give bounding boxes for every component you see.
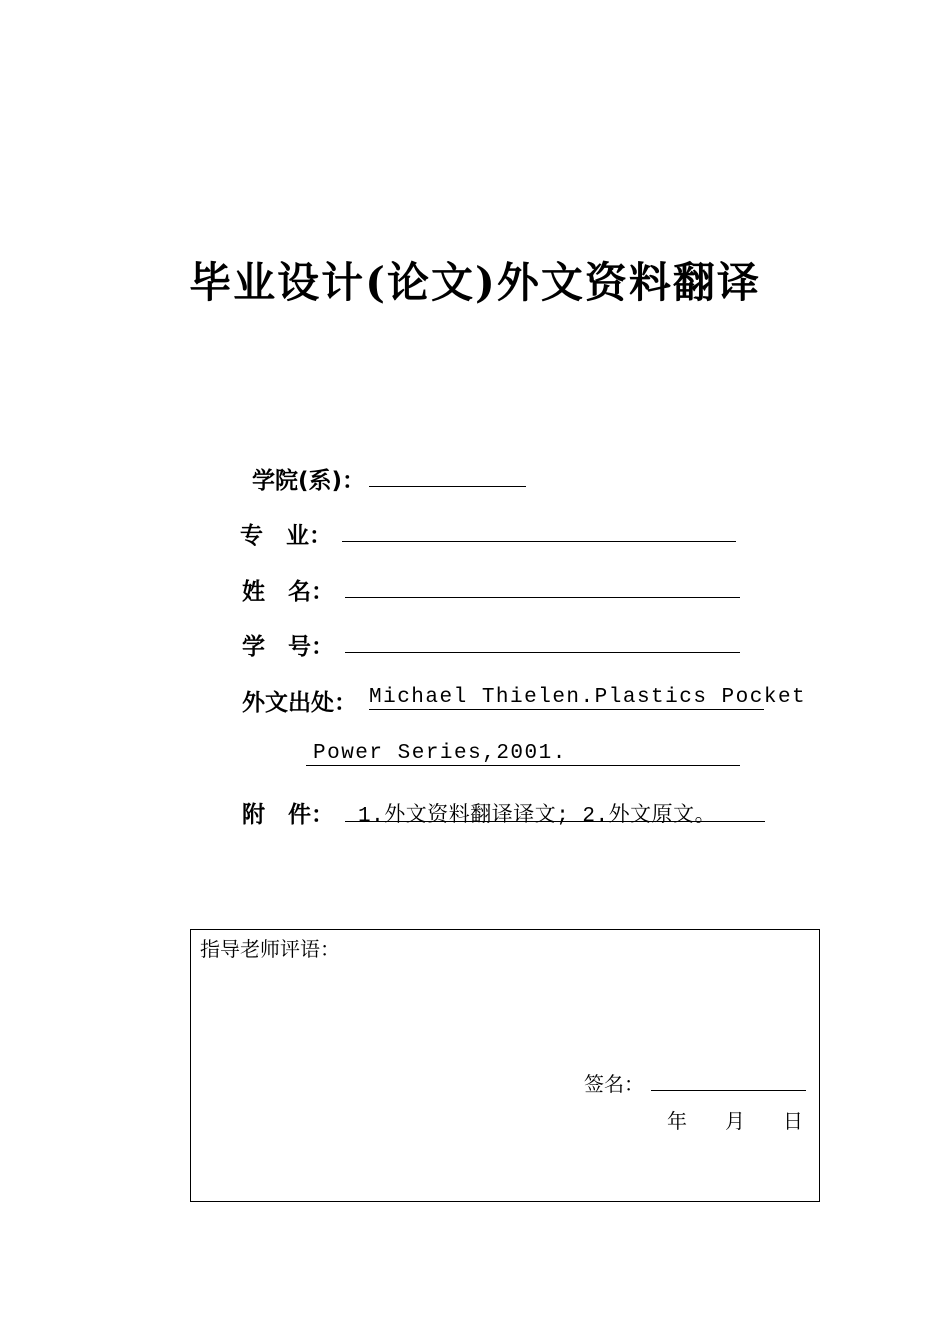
college-input-line[interactable] [369, 486, 526, 487]
college-label: 学院(系)： [252, 468, 366, 494]
attachment-value: 1.外文资料翻译译文; 2.外文原文。 [358, 805, 717, 828]
source-underline-1 [369, 709, 764, 710]
day-label: 日 [783, 1109, 803, 1133]
comment-heading: 指导老师评语： [200, 937, 340, 961]
month-label: 月 [725, 1109, 745, 1133]
source-label: 外文出处： [242, 690, 357, 716]
signature-label: 签名： [584, 1072, 644, 1096]
major-label: 专 业： [240, 523, 332, 549]
student-id-input-line[interactable] [345, 652, 740, 653]
attachment-label: 附 件： [242, 802, 334, 828]
source-value-line1: Michael Thielen.Plastics Pocket [369, 686, 807, 709]
major-input-line[interactable] [342, 541, 736, 542]
document-title: 毕业设计(论文)外文资料翻译 [189, 258, 761, 307]
source-underline-2 [306, 765, 740, 766]
attachment-underline [345, 821, 765, 822]
student-id-label: 学 号： [242, 634, 334, 660]
advisor-comment-box[interactable] [190, 929, 820, 1202]
signature-line[interactable] [651, 1090, 806, 1091]
name-label: 姓 名： [242, 579, 334, 605]
name-input-line[interactable] [345, 597, 740, 598]
year-label: 年 [667, 1109, 687, 1133]
source-value-line2: Power Series,2001. [313, 742, 567, 765]
